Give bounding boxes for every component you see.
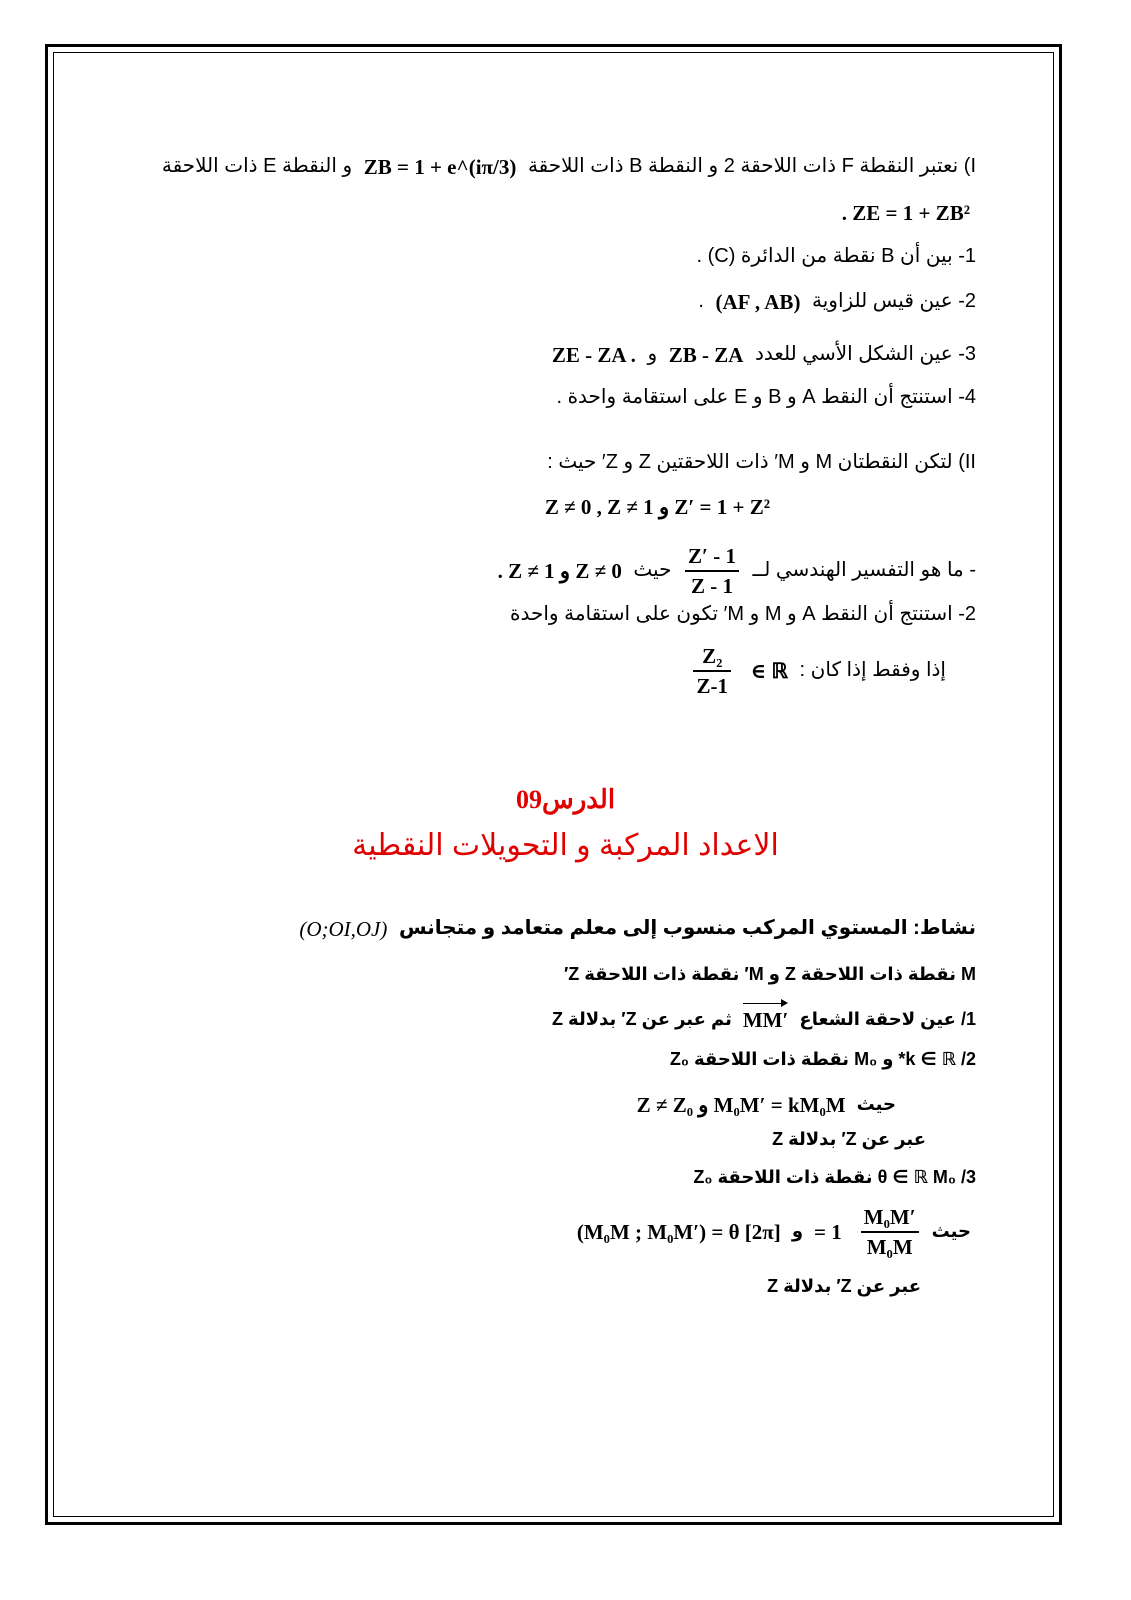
vector-mm-prime (743, 1006, 789, 1034)
vector-label: MM′ (742, 1008, 789, 1033)
fraction-den: Z-1 (696, 673, 728, 698)
part2-q1-where: حيث (633, 559, 672, 581)
ze-minus-za: ZE - ZA . (551, 342, 636, 367)
fraction-m0mprime-over-m0m (861, 1205, 919, 1259)
fraction-num: Z₂ (693, 644, 731, 672)
activity-l4-math: Z ≠ Z₀ و M₀M′ = kM₀M (636, 1093, 846, 1118)
activity-heading-line (293, 914, 976, 943)
part1-q2-line: 2- عين قيس للزاوية (AF , AB) . (698, 289, 976, 314)
activity-l7-where: حيث (931, 1221, 971, 1241)
activity-l2-b: ثم عبر عن Z′ بدلالة Z (552, 1009, 732, 1029)
fraction-num: M₀M′ (861, 1205, 919, 1233)
activity-l7-and: و (791, 1221, 804, 1241)
activity-l1: M نقطة ذات اللاحقة Z و M′ نقطة ذات اللاحقة Z′ (563, 964, 976, 984)
part1-q1: 1- بين أن B نقطة من الدائرة (C) . (696, 245, 976, 267)
activity-l2-line (552, 1005, 976, 1034)
part2-q1-text: - ما هو التفسير الهندسي لــ (752, 559, 976, 581)
part2-q2-cond-line (685, 640, 946, 701)
fraction-z2-over-z-1 (693, 644, 731, 698)
activity-l6: 3/ θ ∈ ℝ M₀ نقطة ذات اللاحقة Z₀ (693, 1167, 976, 1187)
activity-l4-line (631, 1090, 896, 1119)
part2-q2-in: ∈ ℝ (750, 658, 788, 683)
frame-notation: (O;OI,OJ) (299, 916, 388, 941)
part2-intro: II) لتكن النقطتان M و M′ ذات اللاحقتين Z و Z′ حيث : (547, 451, 976, 473)
activity-l2-a: 1/ عين لاحقة الشعاع (799, 1009, 976, 1029)
fraction-zprime-minus-1 (685, 544, 739, 598)
lesson-number: الدرس09 (515, 785, 616, 814)
zb-formula: ZB = 1 + e^(iπ/3) (363, 154, 517, 179)
activity-heading: نشاط: المستوي المركب منسوب إلى معلم متعامد و متجانس (398, 917, 976, 939)
part2-q2-iff: إذا وفقط إذا كان : (799, 659, 946, 681)
activity-l4-where: حيث (856, 1094, 896, 1114)
fraction-den: Z - 1 (690, 573, 733, 598)
part2-cond-line (539, 492, 776, 521)
part2-q2: 2- استنتج أن النقط A و M و M′ تكون على استقامة واحدة (509, 603, 976, 625)
part1-q3: 3- عين الشكل الأسي للعدد (754, 343, 976, 365)
activity-l7-angle: (M₀M ; M₀M′) = θ [2π] (576, 1220, 781, 1245)
part2-cond: Z ≠ 0 , Z ≠ 1 و Z′ = 1 + Z² (544, 494, 770, 519)
activity-l7-eq: = 1 (814, 1220, 842, 1245)
part1-intro-b: و النقطة E ذات اللاحقة (161, 155, 353, 177)
fraction-num: Z′ - 1 (685, 544, 739, 572)
part1-intro-a: I) نعتبر النقطة F ذات اللاحقة 2 و النقطة B ذات اللاحقة (527, 155, 976, 177)
part1-q3-line (546, 340, 976, 369)
activity-l5: عبر عن Z′ بدلالة Z (772, 1129, 926, 1149)
part1-q4: 4- استنتج أن النقط A و B و E على استقامة واحدة . (556, 386, 976, 408)
part1-intro-line (162, 152, 976, 181)
activity-l7-line (571, 1200, 971, 1263)
activity-l8: عبر عن Z′ بدلالة Z (767, 1276, 921, 1296)
fraction-den: M₀M (866, 1235, 913, 1260)
zb-minus-za: ZB - ZA (668, 342, 744, 367)
part1-q2: 2- عين قيس للزاوية (812, 290, 976, 312)
lesson-title: الاعداد المركبة و التحويلات النقطية (352, 829, 779, 862)
ze-formula-line (836, 198, 976, 227)
part2-q1-cond: . Z ≠ 1 و Z ≠ 0 (497, 558, 622, 583)
ze-formula: . ZE = 1 + ZB² (841, 200, 970, 225)
activity-l3: 2/ k ∈ ℝ* و M₀ نقطة ذات اللاحقة Z₀ (669, 1049, 976, 1069)
part1-q3-and: و (647, 343, 658, 365)
angle-af-ab: (AF , AB) (715, 289, 801, 314)
part2-q1-line (492, 540, 976, 601)
